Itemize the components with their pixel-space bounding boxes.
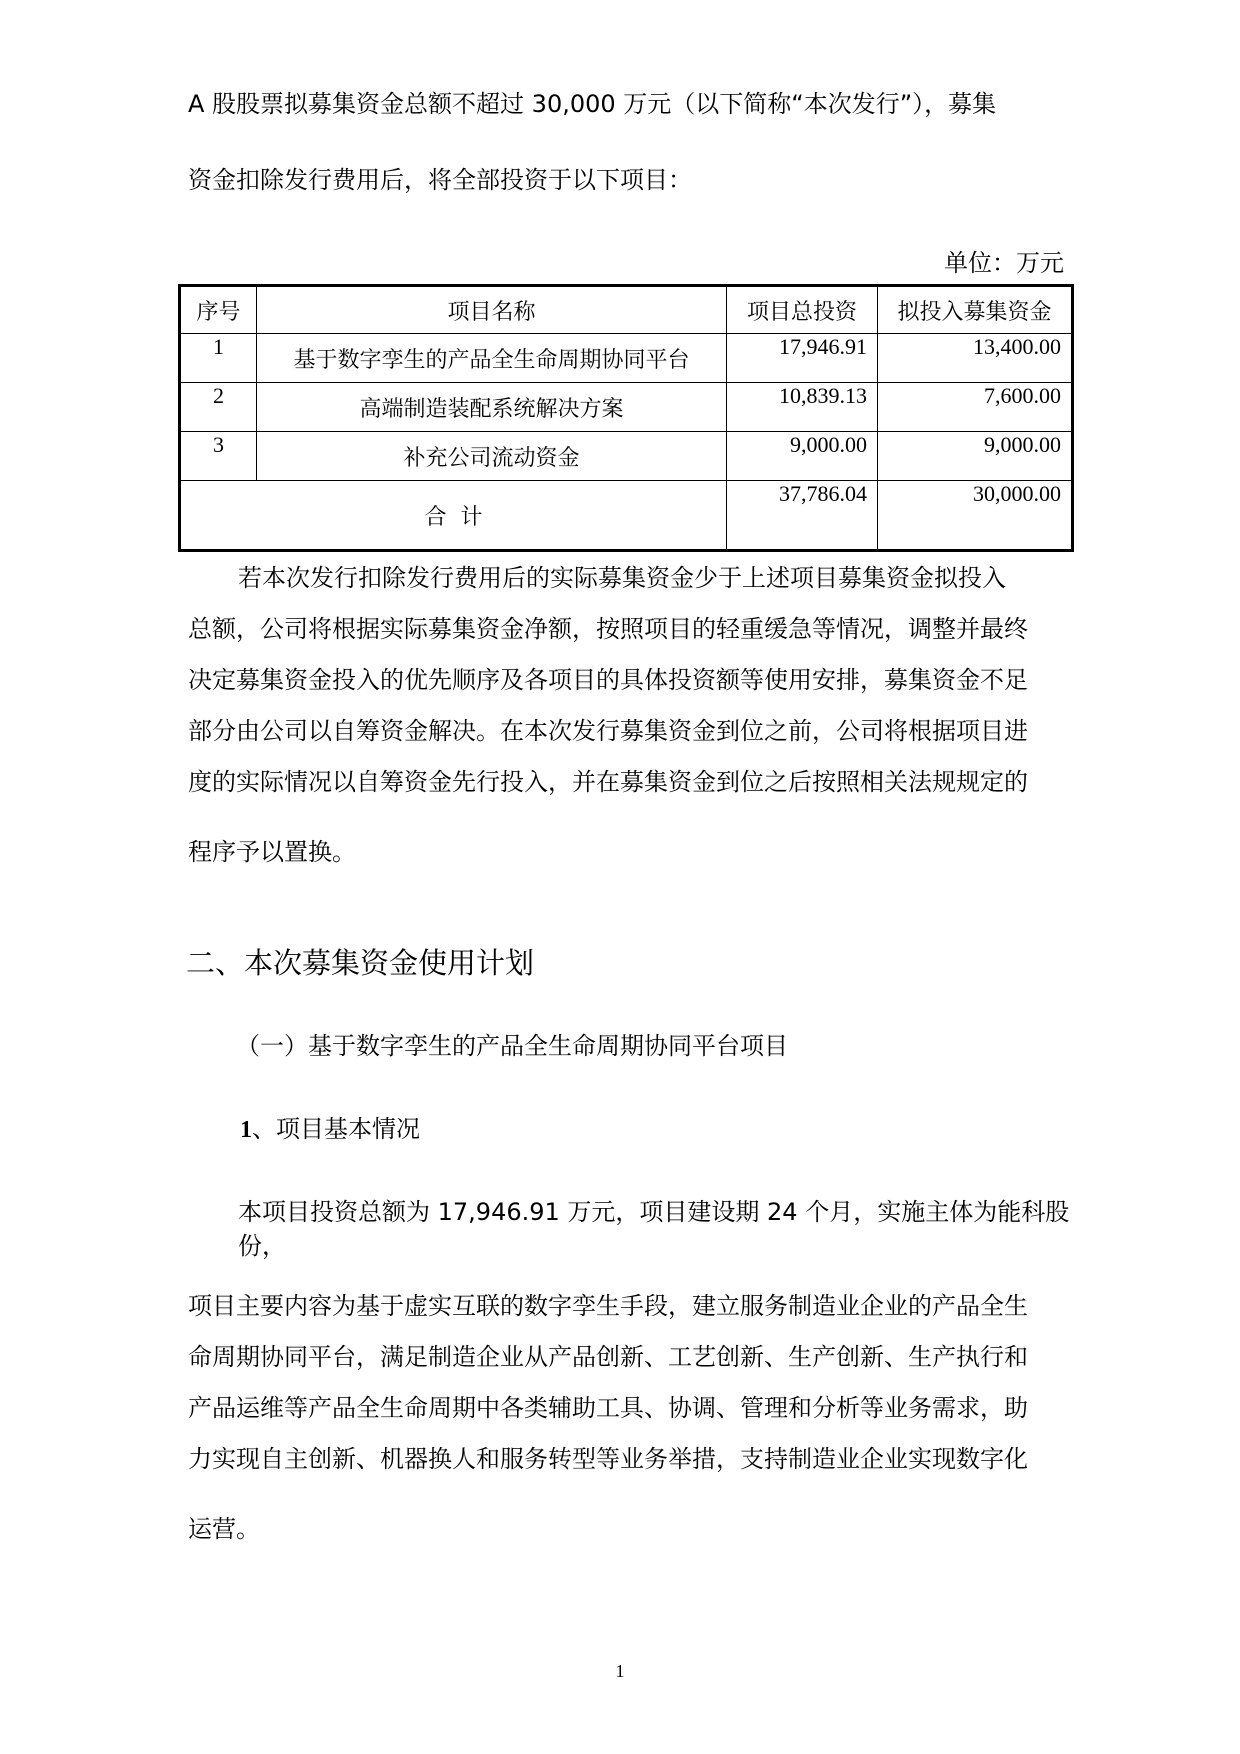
row-name: 补充公司流动资金 (257, 432, 727, 481)
row-name: 高端制造装配系统解决方案 (257, 383, 727, 432)
row-no: 2 (180, 383, 257, 432)
para2-line-1: 本项目投资总额为 17,946.91 万元，项目建设期 24 个月，实施主体为能科股 (238, 1198, 1070, 1226)
para2-line-3: 项目主要内容为基于虚实互联的数字孪生手段，建立服务制造业企业的产品全生 (188, 1292, 1028, 1320)
total-raised: 30,000.00 (878, 481, 1073, 551)
para2-line-4: 命周期协同平台，满足制造企业从产品创新、工艺创新、生产创新、生产执行和 (188, 1343, 1028, 1371)
row-no: 3 (180, 432, 257, 481)
para1-line-3: 决定募集资金投入的优先顺序及各项目的具体投资额等使用安排，募集资金不足 (188, 666, 1028, 694)
para2-line-6: 力实现自主创新、机器换人和服务转型等业务举措，支持制造业企业实现数字化 (188, 1445, 1028, 1473)
row-name: 基于数字孪生的产品全生命周期协同平台 (257, 334, 727, 383)
para2-line-5: 产品运维等产品全生命周期中各类辅助工具、协调、管理和分析等业务需求，助 (188, 1394, 1028, 1422)
row-raised: 9,000.00 (878, 432, 1073, 481)
total-investment: 37,786.04 (727, 481, 878, 551)
subsection-heading: （一）基于数字孪生的产品全生命周期协同平台项目 (236, 1032, 788, 1060)
para1-line-5: 度的实际情况以自筹资金先行投入，并在募集资金到位之后按照相关法规规定的 (188, 768, 1028, 796)
total-label: 合 计 (180, 481, 727, 551)
header-total: 项目总投资 (727, 286, 878, 334)
para1-line-6: 程序予以置换。 (188, 838, 356, 866)
intro-line-2: 资金扣除发行费用后，将全部投资于以下项目： (188, 166, 692, 194)
header-raised: 拟投入募集资金 (878, 286, 1073, 334)
row-total: 17,946.91 (727, 334, 878, 383)
header-name: 项目名称 (257, 286, 727, 334)
subsub-text: 、项目基本情况 (252, 1115, 420, 1143)
subsub-number: 1 (240, 1117, 252, 1143)
page-number: 1 (615, 1661, 625, 1681)
table-row (180, 383, 1073, 432)
header-no: 序号 (180, 286, 257, 334)
para2-line-2: 份， (238, 1232, 286, 1260)
para2-line-7: 运营。 (188, 1515, 260, 1543)
table-row (180, 334, 1073, 383)
subsubsection-heading (240, 1113, 420, 1146)
para1-line-4: 部分由公司以自筹资金解决。在本次发行募集资金到位之前，公司将根据项目进 (188, 717, 1028, 745)
row-raised: 13,400.00 (878, 334, 1073, 383)
row-no: 1 (180, 334, 257, 383)
row-total: 10,839.13 (727, 383, 878, 432)
funding-table (178, 284, 1074, 552)
row-total: 9,000.00 (727, 432, 878, 481)
para1-line-2: 总额，公司将根据实际募集资金净额，按照项目的轻重缓急等情况，调整并最终 (188, 615, 1028, 643)
unit-label: 单位：万元 (944, 249, 1064, 277)
row-raised: 7,600.00 (878, 383, 1073, 432)
table-row (180, 432, 1073, 481)
table-total-row (180, 481, 1073, 551)
para1-line-1: 若本次发行扣除发行费用后的实际募集资金少于上述项目募集资金拟投入 (238, 564, 1006, 592)
table-header-row (180, 286, 1073, 334)
section-heading: 二、本次募集资金使用计划 (186, 946, 535, 980)
intro-line-1: A 股股票拟募集资金总额不超过 30,000 万元（以下简称“本次发行”），募集 (188, 90, 997, 118)
